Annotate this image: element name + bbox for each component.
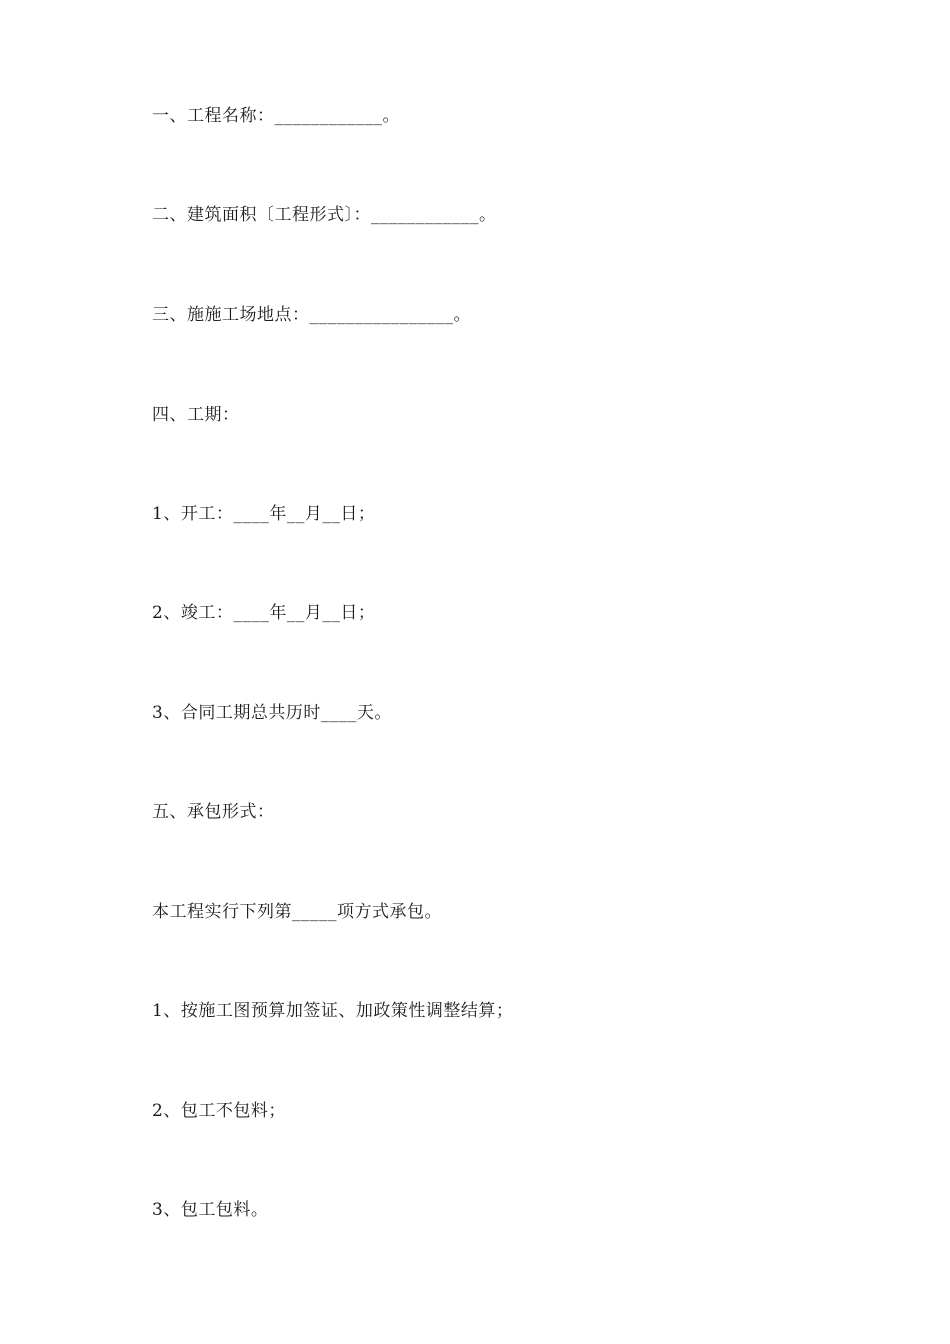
contract-form-heading: 五、承包形式：: [152, 802, 275, 822]
contract-method-line: 本工程实行下列第_____项方式承包。: [152, 902, 442, 922]
project-name-line: 一、工程名称：____________。: [152, 106, 400, 126]
option-3-line: 3、包工包料。: [152, 1200, 269, 1220]
contract-duration-line: 3、合同工期总共历时____天。: [152, 703, 392, 723]
schedule-heading: 四、工期：: [152, 405, 240, 425]
option-1-line: 1、按施工图预算加签证、加政策性调整结算；: [152, 1001, 514, 1021]
option-2-line: 2、包工不包料；: [152, 1101, 286, 1121]
site-location-line: 三、施施工场地点：________________。: [152, 305, 471, 325]
building-area-line: 二、建筑面积〔工程形式〕：____________。: [152, 205, 497, 225]
start-date-line: 1、开工：____年__月__日；: [152, 504, 376, 524]
completion-date-line: 2、竣工：____年__月__日；: [152, 603, 376, 623]
